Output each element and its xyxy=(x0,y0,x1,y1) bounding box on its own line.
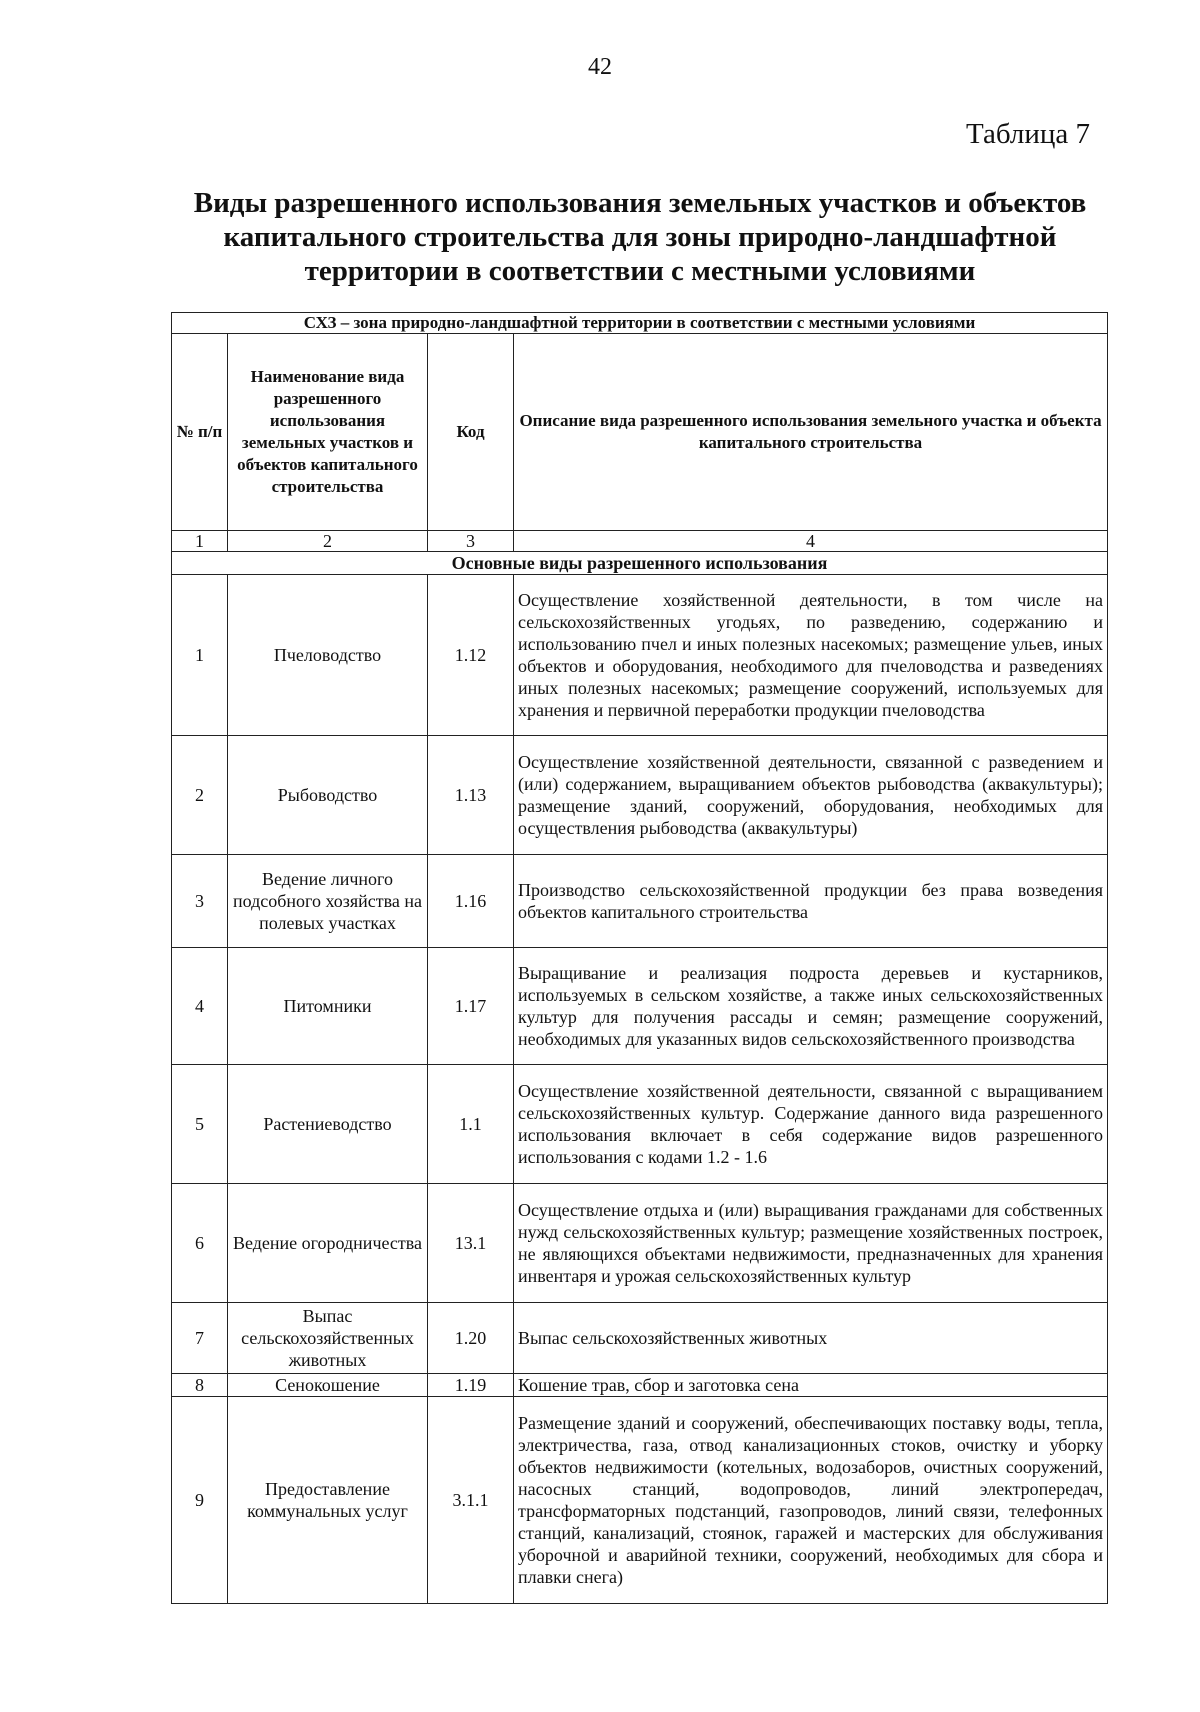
table-row xyxy=(172,736,1108,855)
row-description: Производство сельскохозяйственной продукции без права возведения объектов капитального строительства xyxy=(514,855,1108,948)
row-number: 2 xyxy=(172,736,228,855)
table-header-row xyxy=(172,334,1108,531)
row-name: Сенокошение xyxy=(228,1374,428,1397)
row-number: 7 xyxy=(172,1303,228,1374)
row-number: 1 xyxy=(172,575,228,736)
row-description: Размещение зданий и сооружений, обеспечивающих поставку воды, тепла, электричества, газа, отвод канализационных стоков, очистку и уборку объектов недвижимости (котельных, водозаборов, очистных сооружений, насосных станций, водопроводов, линий электропередач, трансформаторных подстанций, газопроводов, линий связи, телефонных станций, канализаций, стоянок, гаражей и мастерских для обслуживания уборочной и аварийной техники, сооружений, необходимых для сбора и плавки снега) xyxy=(514,1397,1108,1604)
header-num: № п/п xyxy=(172,334,228,531)
column-number: 1 xyxy=(172,531,228,552)
row-number: 8 xyxy=(172,1374,228,1397)
row-code: 1.1 xyxy=(428,1065,514,1184)
row-code: 3.1.1 xyxy=(428,1397,514,1604)
row-name: Предоставление коммунальных услуг xyxy=(228,1397,428,1604)
row-number: 5 xyxy=(172,1065,228,1184)
row-name: Ведение личного подсобного хозяйства на полевых участках xyxy=(228,855,428,948)
row-code: 1.16 xyxy=(428,855,514,948)
row-code: 1.13 xyxy=(428,736,514,855)
row-number: 3 xyxy=(172,855,228,948)
row-description: Выпас сельскохозяйственных животных xyxy=(514,1303,1108,1374)
zone-header: СХЗ – зона природно-ландшафтной территории в соответствии с местными условиями xyxy=(172,313,1108,334)
column-number-row xyxy=(172,531,1108,552)
row-description: Осуществление отдыха и (или) выращивания гражданами для собственных нужд сельскохозяйственных культур; размещение хозяйственных построек, не являющихся объектами недвижимости, предназначенных для хранения инвентаря и урожая сельскохозяйственных культур xyxy=(514,1184,1108,1303)
column-number: 2 xyxy=(228,531,428,552)
table-row xyxy=(172,948,1108,1065)
row-description: Выращивание и реализация подроста деревьев и кустарников, используемых в сельском хозяйстве, а также иных сельскохозяйственных культур для получения рассады и семян; размещение сооружений, необходимых для указанных видов сельскохозяйственного производства xyxy=(514,948,1108,1065)
row-description: Осуществление хозяйственной деятельности, в том числе на сельскохозяйственных угодьях, по разведению, содержанию и использованию пчел и иных полезных насекомых; размещение ульев, иных объектов и оборудования, необходимого для пчеловодства и разведениях иных полезных насекомых; размещение сооружений, используемых для хранения и первичной переработки продукции пчеловодства xyxy=(514,575,1108,736)
row-description: Осуществление хозяйственной деятельности, связанной с разведением и (или) содержанием, выращиванием объектов рыбоводства (аквакультуры); размещение зданий, сооружений, оборудования, необходимых для осуществления рыбоводства (аквакультуры) xyxy=(514,736,1108,855)
row-number: 9 xyxy=(172,1397,228,1604)
row-name: Питомники xyxy=(228,948,428,1065)
table-row xyxy=(172,1397,1108,1604)
row-code: 1.19 xyxy=(428,1374,514,1397)
table-row xyxy=(172,855,1108,948)
row-name: Рыбоводство xyxy=(228,736,428,855)
row-number: 4 xyxy=(172,948,228,1065)
page-number: 42 xyxy=(588,54,612,80)
header-code: Код xyxy=(428,334,514,531)
row-code: 1.12 xyxy=(428,575,514,736)
row-name: Пчеловодство xyxy=(228,575,428,736)
column-number: 4 xyxy=(514,531,1108,552)
row-description: Кошение трав, сбор и заготовка сена xyxy=(514,1374,1108,1397)
zone-header-row xyxy=(172,313,1108,334)
column-number: 3 xyxy=(428,531,514,552)
row-number: 6 xyxy=(172,1184,228,1303)
land-use-table xyxy=(171,312,1108,1604)
row-name: Выпас сельскохозяйственных животных xyxy=(228,1303,428,1374)
document-title: Виды разрешенного использования земельных участков и объектов капитального строительства для зоны природно-ландшафтной территории в соответствии с местными условиями xyxy=(193,187,1087,287)
table-row xyxy=(172,1374,1108,1397)
row-description: Осуществление хозяйственной деятельности, связанной с выращиванием сельскохозяйственных культур. Содержание данного вида разрешенного использования включает в себя содержание видов разрешенного использования с кодами 1.2 - 1.6 xyxy=(514,1065,1108,1184)
row-code: 13.1 xyxy=(428,1184,514,1303)
table-row xyxy=(172,1303,1108,1374)
row-code: 1.17 xyxy=(428,948,514,1065)
table-row xyxy=(172,575,1108,736)
section-title: Основные виды разрешенного использования xyxy=(172,552,1108,575)
table-caption: Таблица 7 xyxy=(965,118,1090,150)
section-row xyxy=(172,552,1108,575)
row-code: 1.20 xyxy=(428,1303,514,1374)
table-row xyxy=(172,1184,1108,1303)
row-name: Растениеводство xyxy=(228,1065,428,1184)
header-desc: Описание вида разрешенного использования земельного участка и объекта капитального строительства xyxy=(514,334,1108,531)
row-name: Ведение огородничества xyxy=(228,1184,428,1303)
table-row xyxy=(172,1065,1108,1184)
header-name: Наименование вида разрешенного использования земельных участков и объектов капитального строительства xyxy=(228,334,428,531)
